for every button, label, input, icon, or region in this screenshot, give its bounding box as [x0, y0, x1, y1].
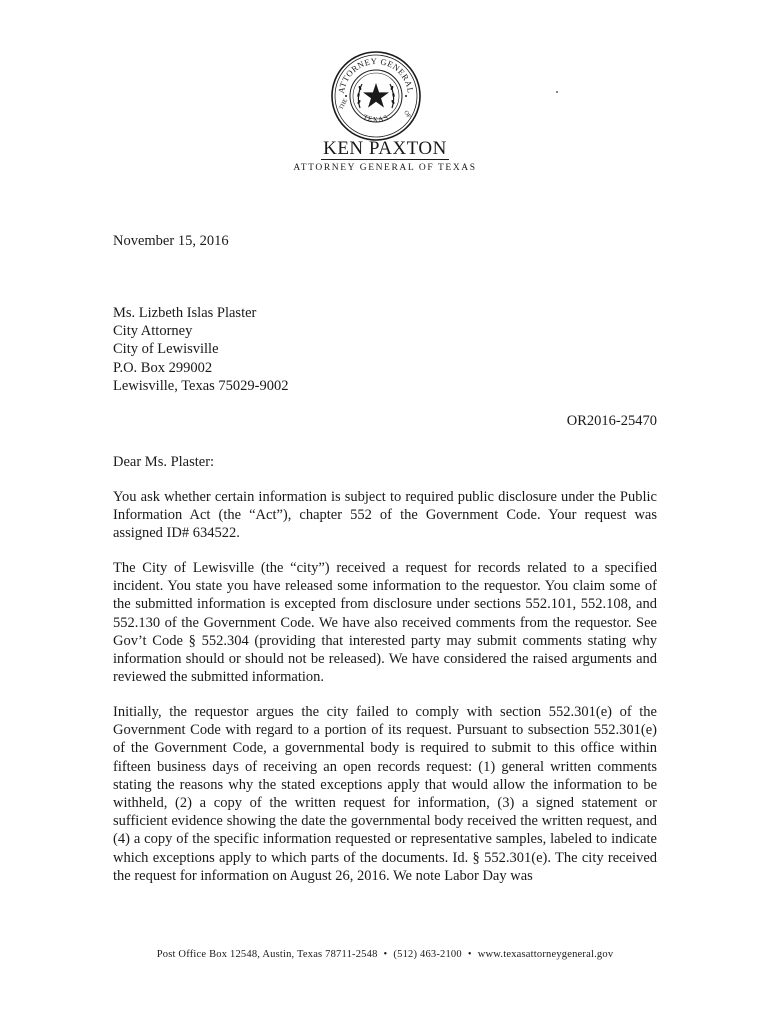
scan-artifact	[556, 91, 558, 93]
recipient-line: Ms. Lizbeth Islas Plaster	[113, 305, 257, 321]
body-paragraph-3: Initially, the requestor argues the city failed to comply with section 552.301(e) of the Government Code with regard to a portion of its request. Pursuant to subsection 552.301(e) of the Government Code, a governmental body is required to submit to this office within fifteen business days of receiving an open records request: (1) general written comments stating the reasons why the stated exceptions apply that would allow the information to be withheld, (2) a copy of the written request for information, (3) a signed statement or sufficient evidence showing the date the governmental body received the written request, and (4) a copy of the specific information requested or representative samples, labeled to indicate which exceptions apply to which parts of the documents. Id. § 552.301(e). The city received the request for information on August 26, 2016. We note Labor Day was	[113, 704, 657, 884]
recipient-line: P.O. Box 299002	[113, 359, 213, 376]
footer-separator: •	[383, 949, 388, 960]
body-paragraph-2: The City of Lewisville (the “city”) received a request for records related to a specified incident. You state you have released some information to the requestor. You claim some of the submitted information is excepted from disclosure under sections 552.101, 552.108, and 552.130 of the Government Code. We have also received comments from the requestor. See Gov’t Code § 552.304 (providing that interested party may submit comments stating why information should or should not be released). We have considered the raised arguments and reviewed the submitted information.	[113, 560, 657, 686]
salutation: Dear Ms. Plaster:	[113, 454, 215, 470]
letter-date: November 15, 2016	[113, 233, 229, 249]
attorney-general-seal-icon	[330, 50, 422, 142]
footer-website: www.texasattorneygeneral.gov	[477, 949, 614, 960]
footer-separator: •	[467, 949, 472, 960]
body-paragraph-1: You ask whether certain information is subject to required public disclosure under the Public Information Act (the “Act”), chapter 552 of the Government Code. Your request was assigned ID# 634522.	[113, 489, 657, 542]
recipient-line: Lewisville, Texas 75029-9002	[113, 377, 289, 394]
recipient-line: City Attorney	[113, 323, 193, 340]
letterhead-name	[0, 138, 770, 160]
letter-footer	[0, 949, 770, 960]
svg-text:TEXAS	[362, 113, 390, 124]
footer-address: Post Office Box 12548, Austin, Texas 78711-2548	[156, 949, 378, 960]
seal-top-text: ATTORNEY GENERAL	[336, 55, 416, 95]
seal-bottom-text: TEXAS	[361, 112, 391, 124]
recipient-line: City of Lewisville	[113, 341, 219, 358]
seal-right-text: OF	[402, 109, 412, 120]
reference-number: OR2016-25470	[566, 413, 657, 429]
letterhead-title: ATTORNEY GENERAL OF TEXAS	[293, 163, 477, 173]
recipient-address	[113, 304, 289, 395]
footer-phone: (512) 463-2100	[393, 949, 462, 960]
attorney-general-name: KEN PAXTON	[323, 138, 447, 159]
seal-left-text: THE	[338, 97, 350, 111]
